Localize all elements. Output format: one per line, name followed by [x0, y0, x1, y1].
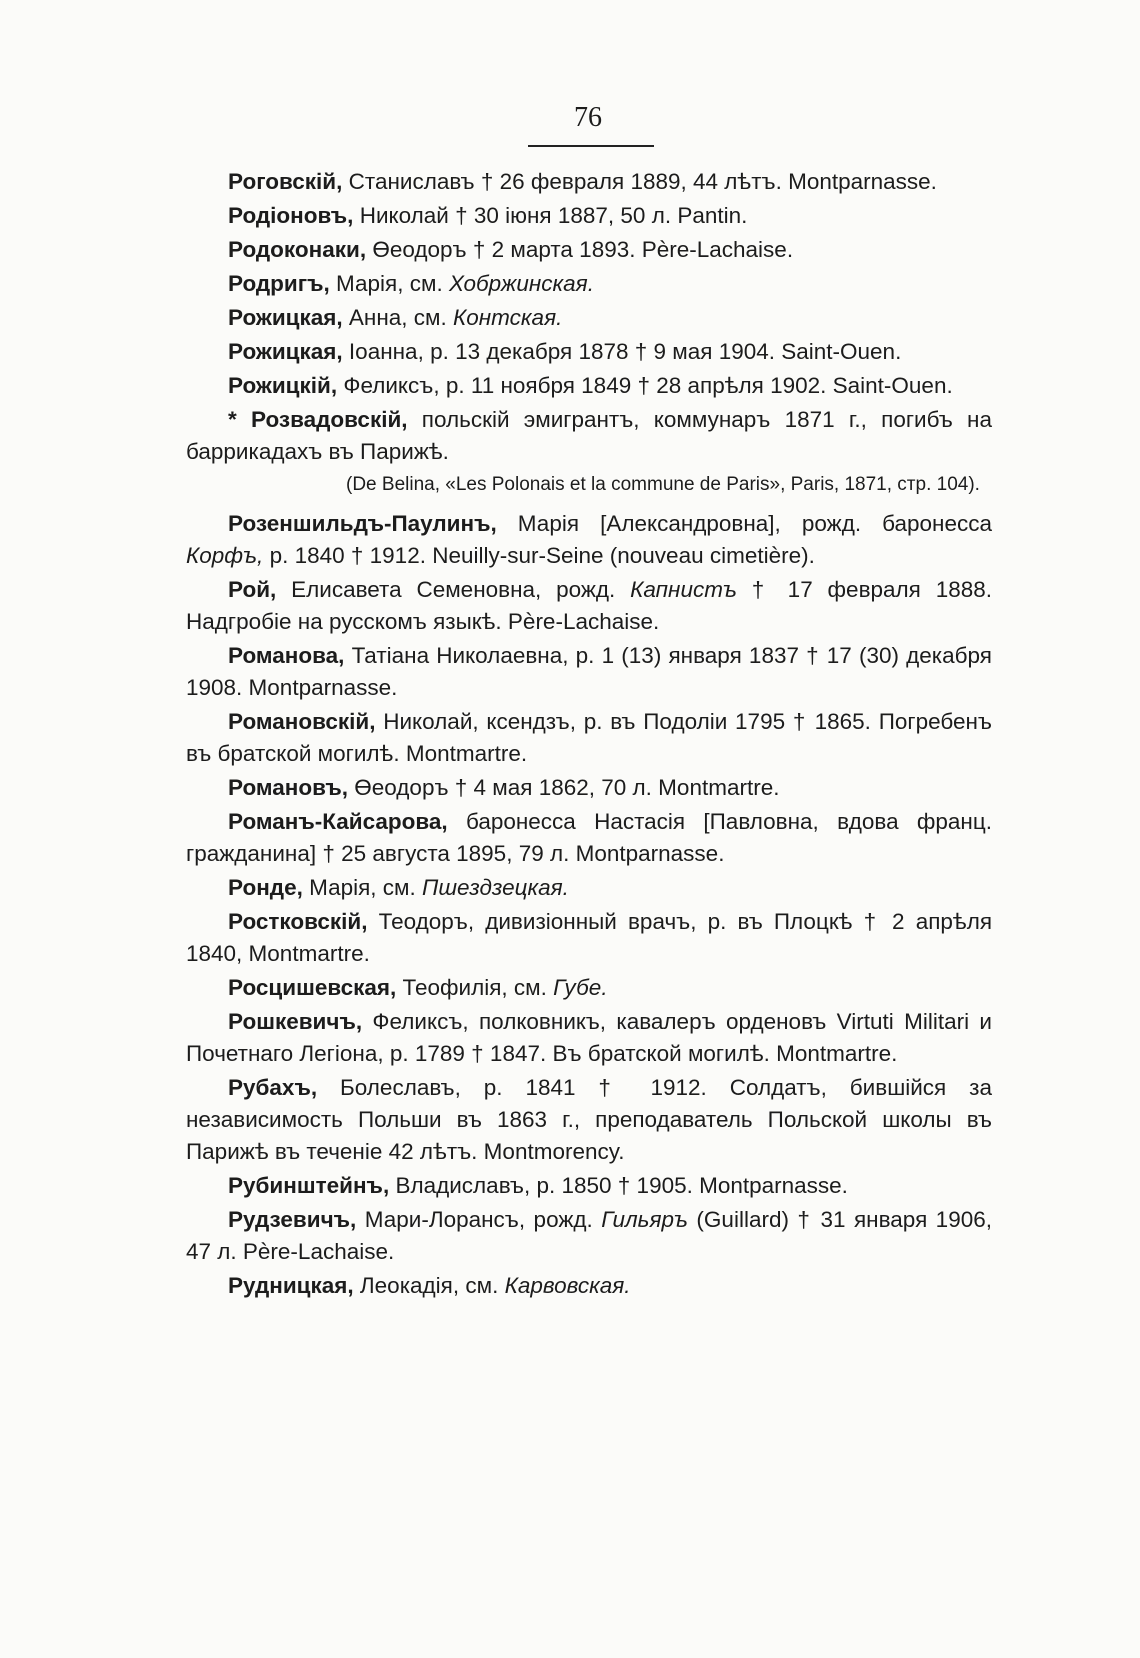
entry — [186, 302, 992, 334]
entry-text: Теофилія, см. — [396, 975, 554, 1000]
entry-headword: Розеншильдъ-Паулинъ, — [228, 511, 497, 536]
entry-text: Өеодоръ † 4 мая 1862, 70 л. Montmartre. — [348, 775, 780, 800]
entry — [186, 706, 992, 770]
entry-text: Мари-Лорансъ, рожд. — [356, 1207, 602, 1232]
entry-text: Марія, см. — [302, 875, 423, 900]
entry — [186, 1170, 992, 1202]
entry — [186, 906, 992, 970]
entry-cross-reference: Хобржинская. — [448, 271, 594, 296]
entry-text-after: (Guillard) † 31 января 1906, 47 л. Père-Lachaise. — [186, 1207, 992, 1264]
entry-cross-reference: Пшездзецкая. — [422, 875, 569, 900]
entry — [186, 806, 992, 870]
entry-text: Елисавета Семеновна, рожд. — [276, 577, 631, 602]
entry — [186, 872, 992, 904]
entry — [186, 508, 992, 572]
entry-text: Татіана Николаевна, р. 1 (13) января 1837 † 17 (30) декабря 1908. Montparnasse. — [186, 643, 992, 700]
entry — [186, 370, 992, 402]
entry-headword: Романовъ, — [228, 775, 349, 800]
entry-headword: Ронде, — [228, 875, 303, 900]
entry-text: Марія, см. — [329, 271, 449, 296]
entry — [186, 772, 992, 804]
entry-headword: Рой, — [228, 577, 277, 602]
entry — [186, 336, 992, 368]
entry-headword: Рубахъ, — [228, 1075, 318, 1100]
entry-headword: Рудзевичъ, — [228, 1207, 357, 1232]
entry-headword: Роговскій, — [228, 169, 343, 194]
entry — [186, 404, 992, 468]
entry-headword: Романовскій, — [228, 709, 376, 734]
entry — [186, 1006, 992, 1070]
entry-headword: Ростковскій, — [228, 909, 368, 934]
entry-cross-reference: Губе. — [553, 975, 608, 1000]
entry-headword: Родригъ, — [228, 271, 330, 296]
citation: (De Belina, «Les Polonais et la commune de Paris», Paris, 1871, стр. 104). — [346, 474, 980, 495]
entry-headword: Родіоновъ, — [228, 203, 354, 228]
entry-text-after: † 17 февраля 1888. Надгробіе на русскомъ языкѣ. Père-Lachaise. — [186, 577, 992, 634]
entry — [186, 166, 992, 198]
entry-text: Теодоръ, дивизіонный врачъ, р. въ Плоцкѣ † 2 апрѣля 1840, Montmartre. — [186, 909, 992, 966]
entry-text: Николай, ксендзъ, р. въ Подоліи 1795 † 1865. Погребенъ въ братской могилѣ. Montmartre. — [186, 709, 992, 766]
entry — [186, 972, 992, 1004]
entry-text: Владиславъ, р. 1850 † 1905. Montparnasse. — [389, 1173, 848, 1198]
entry — [186, 268, 992, 300]
entry-text: Анна, см. — [342, 305, 454, 330]
entry-text: Марія [Александровна], рожд. баронесса — [496, 511, 992, 536]
entry-text-after: р. 1840 † 1912. Neuilly-sur-Seine (nouveau cimetière). — [263, 543, 815, 568]
entry-cross-reference: Корфъ, — [186, 543, 264, 568]
entry-text: польскій эмигрантъ, коммунаръ 1871 г., погибъ на баррикадахъ въ Парижѣ. — [186, 407, 992, 464]
entry — [186, 1270, 992, 1302]
entry — [186, 1072, 992, 1168]
page-number: 76 — [574, 102, 602, 133]
entry-text: Іоанна, р. 13 декабря 1878 † 9 мая 1904. Saint-Ouen. — [342, 339, 902, 364]
entry-headword: Романъ-Кайсарова, — [228, 809, 448, 834]
entry-text: Феликсъ, полковникъ, кавалеръ орденовъ Virtuti Militari и Почетнаго Легіона, р. 1789 † 1847. Въ братской могилѣ. Montmartre. — [186, 1009, 992, 1066]
entry-headword: Рожицкій, — [228, 373, 338, 398]
entry-text: Болеславъ, р. 1841 † 1912. Солдатъ, бившійся за независимость Польши въ 1863 г., преподаватель Польской школы въ Парижѣ въ теченіе 42 лѣтъ. Montmorency. — [186, 1075, 992, 1164]
entry-headword: Романова, — [228, 643, 345, 668]
entry-text: Станиславъ † 26 февраля 1889, 44 лѣтъ. Montparnasse. — [342, 169, 937, 194]
entry-cross-reference: Капнистъ — [630, 577, 737, 602]
entry-text: Леокадія, см. — [353, 1273, 505, 1298]
page-number-rule — [528, 145, 654, 147]
entry-cross-reference: Контская. — [453, 305, 563, 330]
entry-headword: Рошкевичъ, — [228, 1009, 363, 1034]
entry-cross-reference: Гильяръ — [601, 1207, 688, 1232]
entry-headword: Рубинштейнъ, — [228, 1173, 390, 1198]
entry-headword: Рудницкая, — [228, 1273, 354, 1298]
entry-list — [186, 166, 992, 1304]
entry — [186, 1204, 992, 1268]
entry-text: Өеодоръ † 2 марта 1893. Père-Lachaise. — [366, 237, 794, 262]
entry — [186, 200, 992, 232]
entry-headword: Родоконаки, — [228, 237, 367, 262]
entry-headword: Росцишевская, — [228, 975, 397, 1000]
entry — [186, 574, 992, 638]
entry — [186, 234, 992, 266]
entry-cross-reference: Карвовская. — [504, 1273, 631, 1298]
entry-text: Феликсъ, р. 11 ноября 1849 † 28 апрѣля 1902. Saint-Ouen. — [337, 373, 953, 398]
entry-headword: Рожицкая, — [228, 339, 343, 364]
entry-headword: Рожицкая, — [228, 305, 343, 330]
entry-text: Николай † 30 іюня 1887, 50 л. Pantin. — [353, 203, 748, 228]
entry — [186, 640, 992, 704]
entry-headword: * Розвадовскій, — [228, 407, 408, 432]
entry-text: баронесса Настасія [Павловна, вдова франц. гражданина] † 25 августа 1895, 79 л. Montparnasse. — [186, 809, 992, 866]
